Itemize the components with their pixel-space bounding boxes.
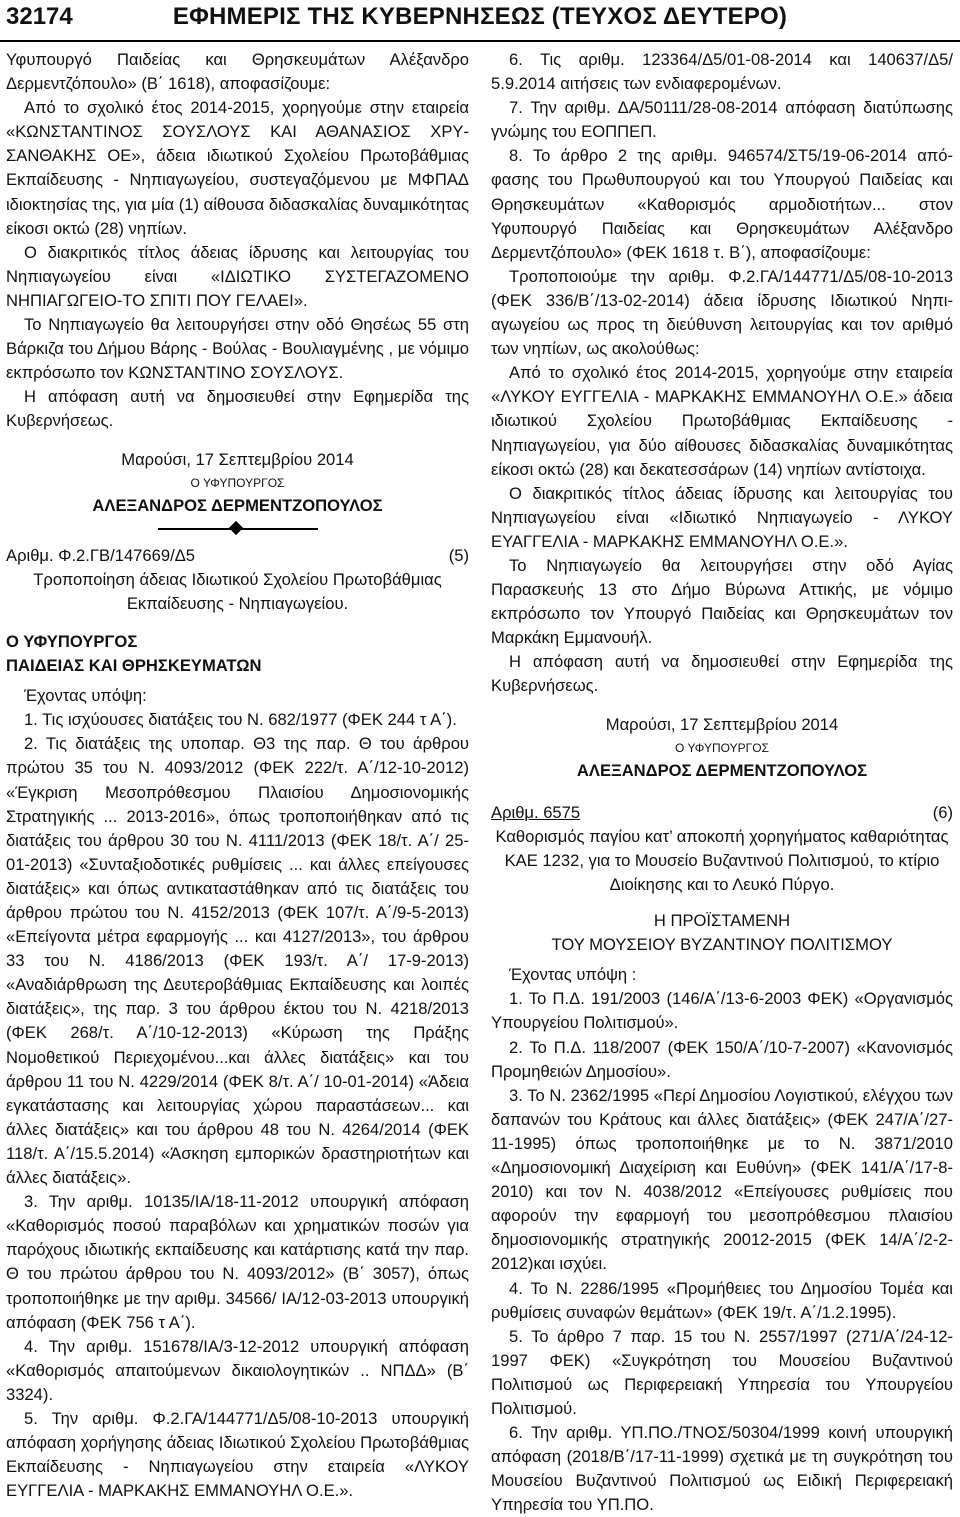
signature-date: Μαρούσι, 17 Σεπτεμβρίου 2014 [605, 714, 839, 734]
paragraph: Υφυπουργό Παιδείας και Θρησκευμάτων Αλέξανδρο Δερμεντζόπουλο» (Β΄ 1618), αποφασίζουμε: [6, 50, 469, 94]
signature-name: ΑΛΕΞΑΝΔΡΟΣ ΔΕΡΜΕΝΤΖΟΠΟΥΛΟΣ [92, 495, 383, 515]
consideration-item: 6. Τις αριθμ. 123364/Δ5/01-08-2014 και 140637/Δ5/ 5.9.2014 αιτήσεις των ενδιαφερομένων. [491, 50, 953, 94]
consideration-item: 2. Τις διατάξεις της υποπαρ. Θ3 της παρ. Θ του άρθρου πρώτου 35 του Ν. 4093/2012 (ΦΕΚ 222/τ. Α΄/12-10-2012) «Έγκριση Μεσοπρόθεσμου Πλαισίου Δημοσιονομικής Στρατηγικής ... 2013-2016», όπως τροποποιήθηκαν από τις διατάξεις του άρθρου 30 του Ν. 4111/2013 (ΦΕΚ 18/τ. Α΄/ 25-01-2013) «Συνταξιοδοτικές ρυθμίσεις ... και άλλες επείγουσες διατάξεις» και όπως αντικαταστάθηκαν από τις διατάξεις του άρθρου πρώτου του Ν. 4152/2013 (ΦΕΚ 107/τ. Α΄/9-5-2013) «Επείγοντα μέτρα εφαρμογής ... και 4127/2013», του άρθρου 33 του Ν. 4186/2013 (ΦΕΚ 193/τ. Α΄/ 17-9-2013) «Αναδιάρθρωση της Δευτεροβάθμιας Εκπαίδευσης και λοιπές διατάξεις», της παρ. 3 του άρθρου έκτου του Ν. 4218/2013 (ΦΕΚ 268/τ. Α΄/10-12-2013) «Κύρωση της Πράξης Νομοθετικού Περιεχομένου...και άλλες διατάξεις» και του άρθρου 11 του Ν. 4229/2014 (ΦΕΚ 8/τ. Α΄/ 10-01-2014) «Άδεια εγκατάστασης και λειτουργίας χώρου παραστάσεων... και άλλες διατάξεις» και του άρθρου 48 του Ν. 4264/2014 (ΦΕΚ 118/τ. Α΄/15.5.2014) «Άσκηση εμπορικών δραστηριοτήτων και άλλες διατάξεις». [6, 734, 469, 1188]
gazette-title: ΕΦΗΜΕΡΙΣ ΤΗΣ ΚΥΒΕΡΝΗΣΕΩΣ (ΤΕΥΧΟΣ ΔΕΥΤΕΡΟ) [172, 3, 788, 30]
consideration-item: 6. Την αριθμ. ΥΠ.ΠΟ./ΤΝΟΣ/50304/1999 κοινή υπουργική απόφαση (2018/Β΄/17-11-1999) σχετικά με τη συγκρότηση του Μουσείου Βυζαντινού Πολιτισμού ως Ειδική Περιφερειακή Υπηρεσία του ΥΠ.ΠΟ. [491, 1423, 953, 1515]
paragraph: Από το σχολικό έτος 2014-2015, χορηγούμε στην εταιρεία «ΚΩΝΣΤΑΝΤΙΝΟΣ ΣΟΥΣΛΟΥΣ ΚΑΙ ΑΘΑΝΑΣΙΟΣ ΧΡΥΣΑΝΘΑΚΗΣ ΟΕ», άδεια ιδιωτικού Σχολείου Πρωτοβάθμιας Εκπαίδευσης - Νηπιαγωγείου, συστεγαζόμενου με ΜΦΠΑΔ ιδιοκτησίας της, για μία (1) αίθουσα διδασκαλίας δυναμικότητας είκοσι οκτώ (28) νηπίων. [6, 98, 469, 238]
left-column [6, 48, 469, 1503]
diamond-icon [229, 521, 243, 535]
consideration-item: 1. Τις ισχύουσες διατάξεις του Ν. 682/1977 (ΦΕΚ 244 τ Α΄). [24, 710, 457, 730]
paragraph: Η απόφαση αυτή να δημοσιευθεί στην Εφημερίδα της Κυβερνήσεως. [6, 387, 469, 431]
considerations-label: Έχοντας υπόψη: [24, 686, 147, 706]
consideration-item: 3. Το Ν. 2362/1995 «Περί Δημοσίου Λογιστικού, ελέγχου των δαπανών του Κράτους και άλλες διατάξεις» (ΦΕΚ 247/Α΄/27-11-1995) όπως τροποποιήθηκε με το Ν. 3871/2010 «Δημοσιονομική Διαχείριση και Ευθύνη» (ΦΕΚ 141/Α΄/17-8-2010) και τον Ν. 4038/2012 «Επείγουσες ρυθμίσεις που αφορούν την εφαρμογή του μεσοπρόθεσμου πλαισίου δημοσιονομικής στρατηγικής 20012-2015 (ΦΕΚ 14/Α΄/2-2-2012)και ισχύει. [491, 1085, 953, 1274]
consideration-item: 5. Το άρθρο 7 παρ. 15 του Ν. 2557/1997 (271/Α΄/24-12-1997 ΦΕΚ) «Συγκρότηση του Μουσείου Βυζαντινού Πολιτισμού ως Περιφερειακή Υπηρεσία του Υπουργείου Πολιτισμού. [491, 1326, 953, 1418]
paragraph: Τροποποιούμε την αριθμ. Φ.2.ΓΑ/144771/Δ5/08-10-2013 (ΦΕΚ 336/Β΄/13-02-2014) άδεια ίδρυσης Ιδιωτικού Νηπιαγωγείου ως προς τη διεύθυνση λειτουργίας και τον αριθμό των νηπίων, ως ακολούθως: [491, 266, 953, 359]
paragraph: Το Νηπιαγωγείο θα λειτουργήσει στην οδό Θησέως 55 στη Βάρκιζα του Δήμου Βάρης - Βούλας - Βουλιαγμένης , με νόμιμο εκπρόσωπο τον ΚΩΝΣΤΑΝΤΙΝΟ ΣΟΥΣΛΟΥΣ. [6, 315, 469, 383]
decision-number-row [6, 544, 469, 568]
paragraph: Ο διακριτικός τίτλος άδειας ίδρυσης και λειτουργίας του Νηπιαγωγείου είναι «ΙΔΙΩΤΙΚΟ ΣΥΣΤΕΓΑΖΟΜΕΝΟ ΝΗΠΙΑΓΩΓΕΙΟ-ΤΟ ΣΠΙΤΙ ΠΟΥ ΓΕΛΑΕΙ». [6, 242, 469, 310]
authority-heading: Η ΠΡΟΪΣΤΑΜΕΝΗ [653, 911, 791, 931]
signature-role: Ο ΥΦΥΠΟΥΡΓΟΣ [190, 475, 285, 490]
decision-number: Αριθμ. Φ.2.ΓΒ/147669/Δ5 [6, 545, 196, 565]
consideration-item: 4. Την αριθμ. 151678/ΙΑ/3-12-2012 υπουργική απόφαση «Καθορισμός απαιτούμενων δικαιολογητικών .. ΝΠΔΔ» (Β΄ 3324). [6, 1336, 469, 1404]
right-column [491, 48, 953, 1517]
considerations-label: Έχοντας υπόψη : [509, 965, 637, 985]
decision-title: Καθορισμός παγίου κατ’ αποκοπή χορηγήματος καθαριότητας ΚΑΕ 1232, για το Μουσείο Βυζαντινού Πολιτισμού, το κτίριο Διοίκησης και το Λευκό Πύργο. [495, 826, 949, 894]
decision-title: Τροποποίηση άδειας Ιδιωτικού Σχολείου Πρωτοβάθμιας Εκπαίδευσης - Νηπιαγωγείου. [33, 569, 442, 613]
page-number: 32174 [6, 3, 73, 30]
section-separator [6, 518, 469, 540]
consideration-item: 2. Το Π.Δ. 118/2007 (ΦΕΚ 150/Α΄/10-7-2007) «Κανονισμός Προμηθειών Δημοσίου». [491, 1037, 953, 1081]
paragraph: Ο διακριτικός τίτλος άδειας ίδρυσης και λειτουργίας του Νηπιαγωγείου είναι «Ιδιωτικό Νηπιαγωγείο - ΛΥΚΟΥ ΕΥΑΓΓΕΛΙΑ - ΜΑΡΚΑΚΗΣ ΕΜΜΑΝΟΥΗΛ Ο.Ε.». [491, 483, 953, 551]
decision-number-row [491, 801, 953, 825]
authority-heading: ΠΑΙΔΕΙΑΣ ΚΑΙ ΘΡΗΣΚΕΥΜΑΤΩΝ [6, 656, 262, 676]
consideration-item: 7. Την αριθμ. ΔΑ/50111/28-08-2014 απόφαση διατύπωσης γνώμης του ΕΟΠΠΕΠ. [491, 98, 953, 142]
paragraph: Η απόφαση αυτή να δημοσιευθεί στην Εφημερίδα της Κυβερνήσεως. [491, 652, 953, 696]
authority-heading: Ο ΥΦΥΠΟΥΡΓΟΣ [6, 631, 138, 651]
consideration-item: 8. Το άρθρο 2 της αριθμ. 946574/ΣΤ5/19-06-2014 απόφασης του Πρωθυπουργού και του Υπουργού Παιδείας και Θρησκευμάτων «Καθορισμός αρμοδιοτήτων... στον Υφυπουργό Παιδείας και Θρησκευμάτων Αλέξανδρο Δερμεντζόπουλο» (ΦΕΚ 1618 τ. Β΄), αποφασίζουμε: [491, 146, 953, 262]
consideration-item: 4. Το Ν. 2286/1995 «Προμήθειες του Δημοσίου Τομέα και ρυθμίσεις συναφών θεμάτων» (ΦΕΚ 19/τ. Α΄/1.2.1995). [491, 1278, 953, 1322]
signature-date: Μαρούσι, 17 Σεπτεμβρίου 2014 [121, 449, 354, 469]
decision-number: Αριθμ. 6575 [491, 802, 581, 822]
consideration-item: 3. Την αριθμ. 10135/ΙΑ/18-11-2012 υπουργική απόφαση «Καθορισμός ποσού παραβόλων και χρηματικών ποσών για παρόχους ιδιωτικής εκπαίδευσης και κατάρτισης κατά την παρ. Θ του πρώτου άρθρου του Ν. 4093/2012» (Β΄ 3057), όπως τροποποιήθηκε με την αριθμ. 34566/ ΙΑ/12-03-2013 υπουργική απόφαση (ΦΕΚ 756 τ Α΄). [6, 1192, 469, 1332]
page-header [0, 0, 960, 42]
paragraph: Από το σχολικό έτος 2014-2015, χορηγούμε στην εταιρεία «ΛΥΚΟΥ ΕΥΓΓΕΛΙΑ - ΜΑΡΚΑΚΗΣ ΕΜΜΑΝΟΥΗΛ Ο.Ε.» άδεια ιδιωτικού Σχολείου Πρωτοβάθμιας Εκπαίδευσης - Νηπιαγωγείου, για δύο αίθουσες διδασκαλίας δυναμικότητας είκοσι οκτώ (28) και δεκατεσσάρων (14) νηπίων αντίστοιχα. [491, 363, 953, 479]
signature-name: ΑΛΕΞΑΝΔΡΟΣ ΔΕΡΜΕΝΤΖΟΠΟΥΛΟΣ [576, 760, 868, 780]
consideration-item: 1. Το Π.Δ. 191/2003 (146/Α΄/13-6-2003 ΦΕΚ) «Οργανισμός Υπουργείου Πολιτισμού». [491, 989, 953, 1033]
decision-index: (6) [932, 802, 953, 822]
decision-index: (5) [448, 545, 469, 565]
consideration-item: 5. Την αριθμ. Φ.2.ΓΑ/144771/Δ5/08-10-2013 υπουργική απόφαση χορήγησης άδειας Ιδιωτικού Σχολείου Πρωτοβάθμιας Εκπαίδευσης - Νηπιαγωγείου στην εταιρεία «ΛΥΚΟΥ ΕΥΓΓΕΛΙΑ - ΜΑΡΚΑΚΗΣ ΕΜΜΑΝΟΥΗΛ Ο.Ε.». [6, 1408, 469, 1501]
paragraph: Το Νηπιαγωγείο θα λειτουργήσει στην οδό Αγίας Παρασκευής 13 στο Δήμο Βύρωνα Αττικής, με νόμιμο εκπρόσωπο τον Υπουργό Παιδείας και Θρησκευμάτων τον Μαρκάκη Εμμανουήλ. [491, 555, 953, 648]
signature-role: Ο ΥΦΥΠΟΥΡΓΟΣ [675, 740, 769, 755]
authority-heading: ΤΟΥ ΜΟΥΣΕΙΟΥ ΒΥΖΑΝΤΙΝΟΥ ΠΟΛΙΤΙΣΜΟΥ [551, 935, 893, 955]
